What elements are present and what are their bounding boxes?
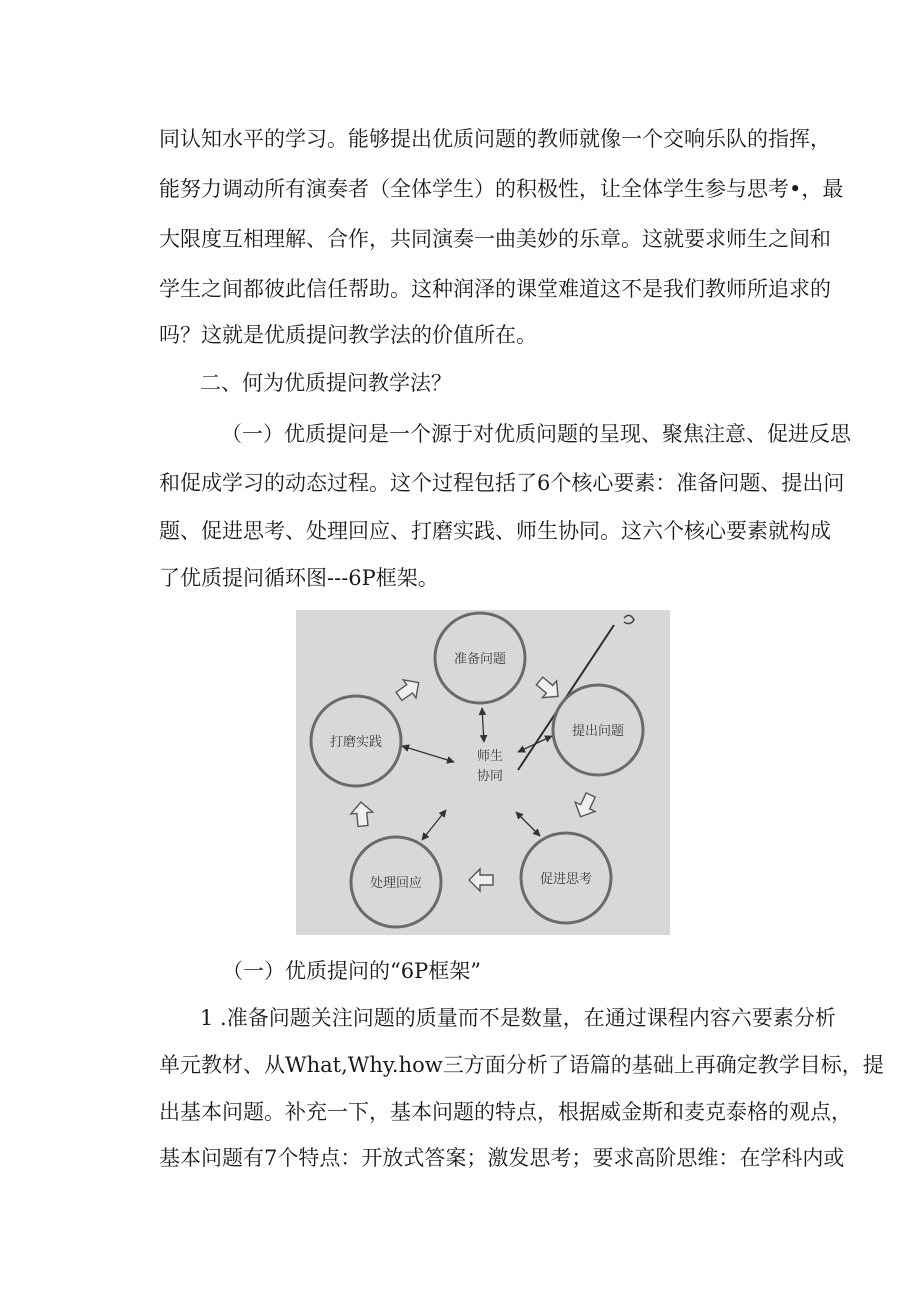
node-prepare-label: 准备问题 bbox=[453, 652, 507, 667]
six-p-cycle-figure bbox=[296, 610, 670, 935]
paragraph3-line-1: 1 .准备问题关注问题的质量而不是数量，在通过课程内容六要素分析 bbox=[200, 1006, 836, 1030]
subheading-6p-framework: （一）优质提问的“6P框架” bbox=[222, 959, 481, 983]
cycle-arrow-pose-to-prompt bbox=[571, 790, 601, 821]
cycle-arrow-process-to-polish bbox=[350, 801, 374, 827]
connector-process-center bbox=[422, 810, 446, 840]
center-label-line-1: 师生 bbox=[476, 749, 504, 764]
cycle-arrow-polish-to-prepare bbox=[393, 674, 425, 706]
pen-mark bbox=[624, 615, 634, 623]
connector-pose-center bbox=[518, 736, 552, 752]
paragraph1-line-4: 学生之间都彼此信任帮助。这种润泽的课堂难道这不是我们教师所追求的 bbox=[159, 277, 831, 301]
connector-polish-center bbox=[402, 746, 454, 762]
paragraph1-line-2: 能努力调动所有演奏者（全体学生）的积极性，让全体学生参与思考•，最 bbox=[159, 177, 844, 201]
connector-prepare-center bbox=[482, 708, 484, 742]
paragraph1-line-1: 同认知水平的学习。能够提出优质问题的教师就像一个交响乐队的指挥， bbox=[159, 127, 831, 151]
paragraph2-line-1: （一）优质提问是一个源于对优质问题的呈现、聚焦注意、促进反思 bbox=[221, 422, 851, 446]
cycle-arrow-prepare-to-pose bbox=[533, 673, 566, 705]
paragraph1-line-5: 吗？这就是优质提问教学法的价值所在。 bbox=[159, 323, 537, 347]
paragraph2-line-2: 和促成学习的动态过程。这个过程包括了6个核心要素：准备问题、提出问 bbox=[159, 471, 845, 495]
node-pose-label: 提出问题 bbox=[571, 724, 625, 739]
center-label-line-2: 协同 bbox=[476, 769, 504, 784]
paragraph2-line-3: 题、促进思考、处理回应、打磨实践、师生协同。这六个核心要素就构成 bbox=[159, 519, 831, 543]
paragraph2-line-4: 了优质提问循环图---6P框架。 bbox=[159, 566, 439, 590]
paragraph3-line-2: 单元教材、从What,Why.how三方面分析了语篇的基础上再确定教学目标，提 bbox=[159, 1053, 884, 1077]
paragraph3-line-3: 出基本问题。补充一下，基本问题的特点，根据威金斯和麦克泰格的观点， bbox=[159, 1100, 852, 1124]
paragraph1-line-3: 大限度互相理解、合作，共同演奏一曲美妙的乐章。这就要求师生之间和 bbox=[159, 227, 831, 251]
section-heading: 二、何为优质提问教学法？ bbox=[200, 371, 452, 395]
paragraph3-line-4: 基本问题有7个特点：开放式答案；激发思考；要求高阶思维：在学科内或 bbox=[159, 1146, 845, 1170]
cycle-arrow-prompt-to-process bbox=[469, 869, 493, 891]
node-polish-label: 打磨实践 bbox=[329, 735, 383, 750]
connector-prompt-center bbox=[516, 812, 540, 836]
node-process-label: 处理回应 bbox=[369, 876, 423, 891]
node-prompt-label: 促进思考 bbox=[539, 872, 593, 887]
cycle-diagram bbox=[296, 610, 670, 935]
